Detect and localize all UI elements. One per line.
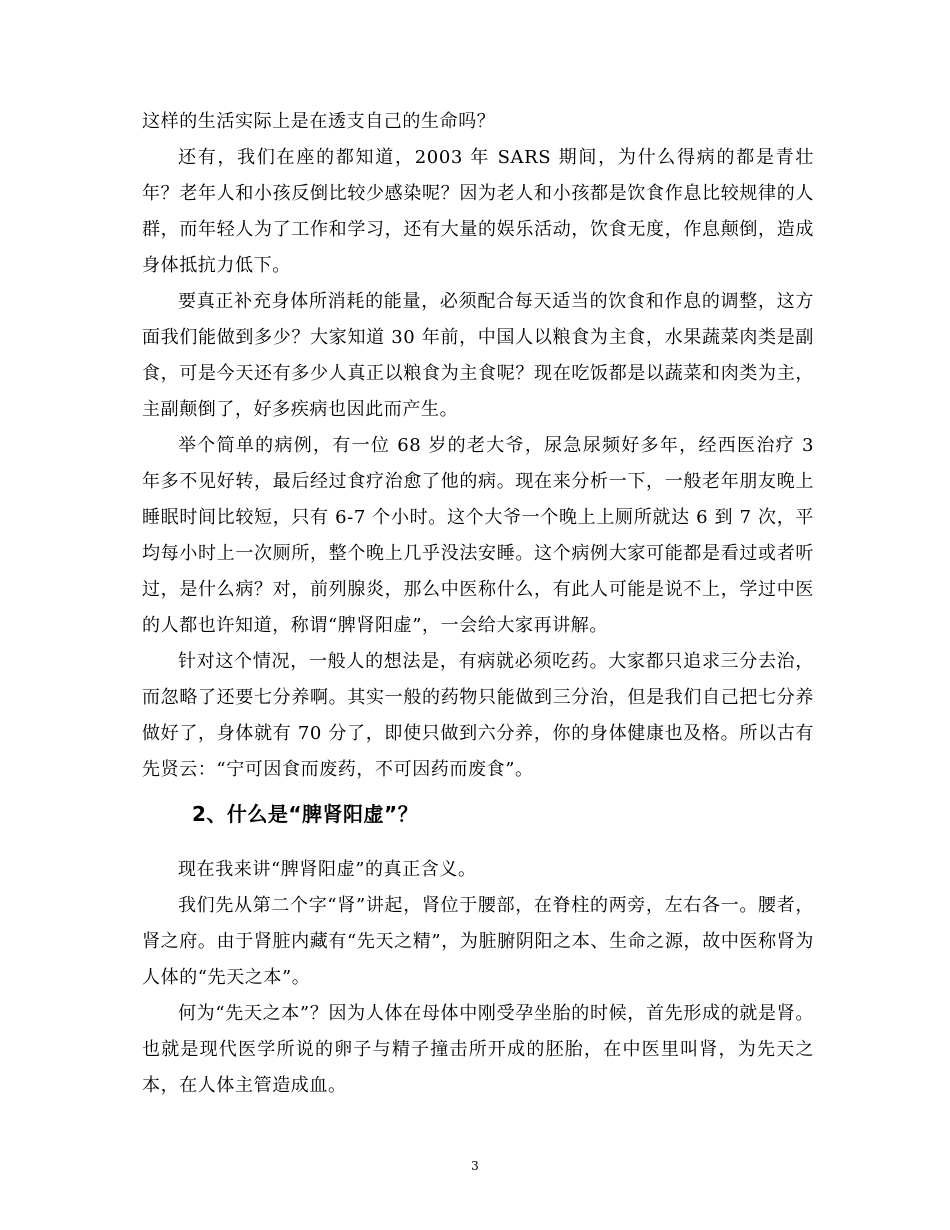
paragraph-5: 针对这个情况，一般人的想法是，有病就必须吃药。大家都只追求三分去治，而忽略了还要七分养啊。其实一般的药物只能做到三分治，但是我们自己把七分养做好了，身体就有 70 分了，即使只做到六分养，你的身体健康也及格。所以古有先贤云：“宁可因食而废药，不可因药而废食”。 [142,651,814,780]
paragraph-1: 这样的生活实际上是在透支自己的生命吗？ [142,111,496,132]
page-number: 3 [471,1159,479,1173]
paragraph-6: 现在我来讲“脾肾阳虚”的真正含义。 [178,859,477,880]
paragraph-2: 还有，我们在座的都知道，2003 年 SARS 期间，为什么得病的都是青壮年？老年人和小孩反倒比较少感染呢？因为老人和小孩都是饮食作息比较规律的人群，而年轻人为了工作和学习，还有大量的娱乐活动，饮食无度，作息颠倒，造成身体抵抗力低下。 [142,147,814,276]
heading-spacer [142,842,814,852]
paragraph-8: 何为“先天之本”？因为人体在母体中刚受孕坐胎的时候，首先形成的就是肾。也就是现代医学所说的卵子与精子撞击所开成的胚胎，在中医里叫肾，为先天之本，在人体主管造成血。 [142,1003,814,1096]
paragraph-7: 我们先从第二个字“肾”讲起，肾位于腰部，在脊柱的两旁，左右各一。腰者，肾之府。由于肾脏内藏有“先天之精”，为脏腑阴阳之本、生命之源，故中医称肾为人体的“先天之本”。 [142,895,814,988]
section-heading: 2、什么是“脾肾阳虚”？ [192,802,419,826]
paragraph-4: 举个简单的病例，有一位 68 岁的老大爷，尿急尿频好多年，经西医治疗 3 年多不见好转，最后经过食疗治愈了他的病。现在来分析一下，一般老年朋友晚上睡眠时间比较短，只有 6-7 个小时。这个大爷一个晚上上厕所就达 6 到 7 次，平均每小时上一次厕所，整个晚上几乎没法安睡。这个病例大家可能都是看过或者听过，是什么病？对，前列腺炎，那么中医称什么，有此人可能是说不上，学过中医的人都也许知道，称谓“脾肾阳虚”，一会给大家再讲解。 [142,435,814,636]
document-body [142,104,814,1104]
paragraph-3: 要真正补充身体所消耗的能量，必须配合每天适当的饮食和作息的调整，这方面我们能做到多少？大家知道 30 年前，中国人以粮食为主食，水果蔬菜肉类是副食，可是今天还有多少人真正以粮食为主食呢？现在吃饭都是以蔬菜和肉类为主，主副颠倒了，好多疾病也因此而产生。 [142,291,814,420]
